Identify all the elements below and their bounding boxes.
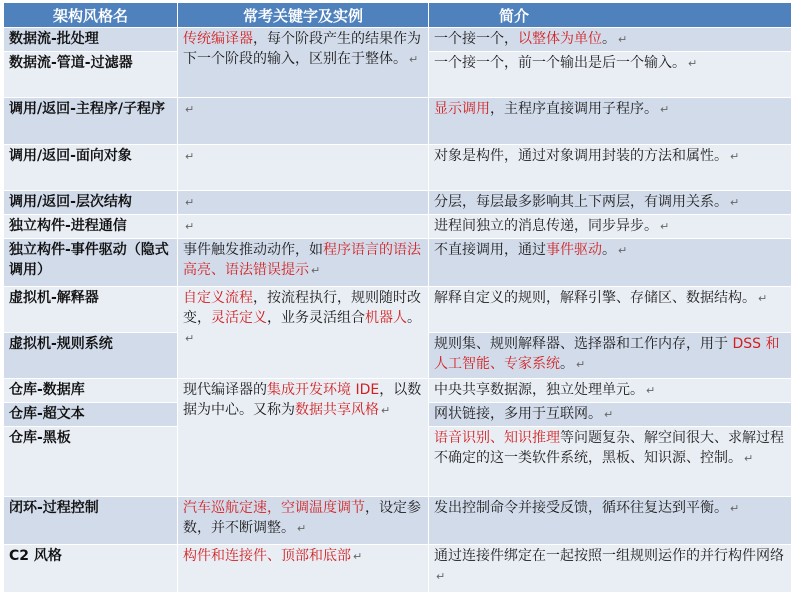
header-keywords: 常考关键字及实例 (178, 3, 429, 28)
paragraph-mark: ↵ (353, 550, 363, 563)
paragraph-mark: ↵ (730, 196, 740, 209)
cell-text: ，按流程执行，规则随时改变， (183, 290, 421, 326)
header-intro: 简介 (429, 3, 792, 28)
highlighted-text: 构件和连接件、顶部和底部 (183, 548, 351, 564)
cell-text: ，设定参数，并不断调整。 (183, 500, 421, 536)
style-name-cell (4, 403, 178, 427)
style-name: 调用/返回-层次结构 (9, 194, 132, 210)
style-name: C2 风格 (9, 548, 62, 564)
style-name: 调用/返回-主程序/子程序 (9, 101, 166, 117)
style-name-cell (4, 333, 178, 379)
cell-text: 一个接一个，前一个输出是后一个输入。 (434, 55, 686, 71)
architecture-style-table (3, 2, 792, 593)
paragraph-mark: ↵ (758, 292, 768, 305)
paragraph-mark: ↵ (185, 150, 195, 163)
cell-text: 。 (407, 310, 421, 326)
intro-cell (429, 52, 792, 98)
cell-text: 中央共享数据源，独立处理单元。 (434, 382, 644, 398)
keywords-cell (178, 28, 429, 98)
highlighted-text: 灵活定义 (211, 310, 267, 326)
paragraph-mark: ↵ (576, 358, 586, 371)
cell-text: ，以数据为中心。又称为 (183, 382, 422, 418)
cell-text: 事件触发推动动作，如 (183, 242, 323, 258)
paragraph-mark: ↵ (646, 384, 656, 397)
paragraph-mark: ↵ (409, 53, 419, 66)
style-name: 数据流-管道-过滤器 (9, 55, 133, 71)
highlighted-text: 以整体为单位 (518, 31, 602, 47)
cell-text: 解释自定义的规则，解释引擎、存储区、数据结构。 (434, 290, 756, 306)
style-name: 调用/返回-面向对象 (9, 148, 132, 164)
keywords-cell (178, 191, 429, 215)
style-name-cell (4, 52, 178, 98)
style-name-cell (4, 145, 178, 191)
cell-text: 网状链接，多用于互联网。 (434, 406, 602, 422)
keywords-cell (178, 497, 429, 545)
style-name-cell (4, 191, 178, 215)
paragraph-mark: ↵ (297, 522, 307, 535)
intro-cell (429, 239, 792, 287)
style-name-cell (4, 98, 178, 145)
table-row (4, 545, 792, 593)
intro-cell (429, 333, 792, 379)
keywords-cell (178, 287, 429, 379)
header-style-name: 架构风格名 (4, 3, 178, 28)
table-row (4, 239, 792, 287)
style-name-cell (4, 545, 178, 593)
cell-text: ，主程序直接调用子程序。 (490, 101, 658, 117)
table-row (4, 145, 792, 191)
table-row (4, 497, 792, 545)
keywords-cell (178, 545, 429, 593)
keywords-cell (178, 239, 429, 287)
header-row (4, 3, 792, 28)
keywords-cell (178, 145, 429, 191)
highlighted-text: 数据共享风格 (295, 402, 379, 418)
paragraph-mark: ↵ (185, 332, 195, 345)
style-name: 虚拟机-解释器 (9, 290, 99, 306)
highlighted-text: 集成开发环境 IDE (267, 382, 380, 398)
paragraph-mark: ↵ (730, 502, 740, 515)
intro-cell (429, 427, 792, 497)
style-name-cell (4, 28, 178, 52)
style-name-cell (4, 215, 178, 239)
intro-cell (429, 287, 792, 333)
paragraph-mark: ↵ (436, 570, 446, 583)
table-row (4, 215, 792, 239)
paragraph-mark: ↵ (185, 220, 195, 233)
style-name-cell (4, 239, 178, 287)
style-name-cell (4, 379, 178, 403)
cell-text: 发出控制命令并接受反馈，循环往复达到平衡。 (434, 500, 728, 516)
style-name: 仓库-黑板 (9, 430, 71, 446)
cell-text: 对象是构件，通过对象调用封装的方法和属性。 (434, 148, 728, 164)
intro-cell (429, 145, 792, 191)
cell-text: 分层，每层最多影响其上下两层，有调用关系。 (434, 194, 728, 210)
style-name: 仓库-超文本 (9, 406, 85, 422)
highlighted-text: 机器人 (365, 310, 407, 326)
highlighted-text: 程序语言的语法高亮、语法错误提示 (183, 242, 421, 278)
paragraph-mark: ↵ (185, 196, 195, 209)
highlighted-text: 传统编译器 (183, 31, 253, 47)
cell-text: 不直接调用，通过 (434, 242, 546, 258)
cell-text: 规则集、规则解释器、选择器和工作内存，用于 (434, 336, 733, 352)
intro-cell (429, 545, 792, 593)
paragraph-mark: ↵ (618, 33, 628, 46)
style-name: 仓库-数据库 (9, 382, 85, 398)
keywords-cell (178, 215, 429, 239)
table-body (4, 28, 792, 593)
cell-text: 一个接一个， (434, 31, 518, 47)
table-row (4, 28, 792, 52)
intro-cell (429, 497, 792, 545)
highlighted-text: 显示调用 (434, 101, 490, 117)
intro-cell (429, 379, 792, 403)
style-name-cell (4, 287, 178, 333)
keywords-cell (178, 98, 429, 145)
table-row (4, 98, 792, 145)
keywords-cell (178, 379, 429, 497)
table-row (4, 379, 792, 403)
cell-text: ，每个阶段产生的结果作为下一个阶段的输入，区别在于整体。 (183, 31, 421, 67)
paragraph-mark: ↵ (185, 103, 195, 116)
cell-text: 现代编译器的 (183, 382, 267, 398)
intro-cell (429, 403, 792, 427)
paragraph-mark: ↵ (381, 404, 391, 417)
intro-cell (429, 191, 792, 215)
table-row (4, 287, 792, 333)
table-header (4, 3, 792, 28)
style-name-cell (4, 427, 178, 497)
highlighted-text: 自定义流程 (183, 290, 253, 306)
table-row (4, 191, 792, 215)
style-name-cell (4, 497, 178, 545)
highlighted-text: 事件驱动 (546, 242, 602, 258)
paragraph-mark: ↵ (604, 408, 614, 421)
paragraph-mark: ↵ (660, 220, 670, 233)
cell-text: 等问题复杂、解空间很大、求解过程不确定的这一类软件系统，黑板、知识源、控制。 (434, 430, 784, 466)
paragraph-mark: ↵ (730, 150, 740, 163)
cell-text: 进程间独立的消息传递，同步异步。 (434, 218, 658, 234)
paragraph-mark: ↵ (744, 452, 754, 465)
highlighted-text: 汽车巡航定速，空调温度调节 (183, 500, 365, 516)
intro-cell (429, 28, 792, 52)
cell-text: 。 (602, 31, 616, 47)
intro-cell (429, 98, 792, 145)
style-name: 数据流-批处理 (9, 31, 99, 47)
paragraph-mark: ↵ (660, 103, 670, 116)
cell-text: 。 (602, 242, 616, 258)
highlighted-text: DSS 和人工智能、专家系统 (434, 336, 780, 372)
paragraph-mark: ↵ (688, 57, 698, 70)
paragraph-mark: ↵ (618, 244, 628, 257)
cell-text: ，业务灵活组合 (267, 310, 365, 326)
style-name: 闭环-过程控制 (9, 500, 99, 516)
style-name: 独立构件-进程通信 (9, 218, 127, 234)
cell-text: 。 (560, 356, 574, 372)
style-name: 虚拟机-规则系统 (9, 336, 113, 352)
style-name: 独立构件-事件驱动（隐式调用） (9, 242, 169, 278)
paragraph-mark: ↵ (311, 264, 321, 277)
cell-text: 通过连接件绑定在一起按照一组规则运作的并行构件网络 (434, 548, 784, 564)
highlighted-text: 语音识别、知识推理 (434, 430, 560, 446)
intro-cell (429, 215, 792, 239)
